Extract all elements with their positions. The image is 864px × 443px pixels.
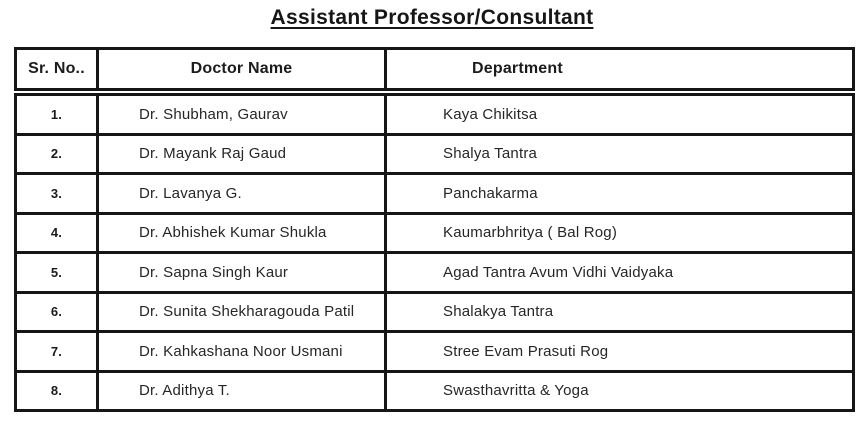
- sr-cell: 8.: [16, 371, 98, 411]
- doctor-name-cell: Dr. Adithya T.: [98, 371, 386, 411]
- doctor-name-cell: Dr. Kahkashana Noor Usmani: [98, 332, 386, 372]
- table-row: [16, 332, 854, 372]
- department-cell: Shalya Tantra: [386, 134, 854, 174]
- sr-cell: 7.: [16, 332, 98, 372]
- column-header-department: Department: [386, 49, 854, 93]
- table-row: [16, 134, 854, 174]
- department-cell: Stree Evam Prasuti Rog: [386, 332, 854, 372]
- doctor-name-cell: Dr. Abhishek Kumar Shukla: [98, 213, 386, 253]
- department-cell: Kaya Chikitsa: [386, 92, 854, 134]
- table-row: [16, 92, 854, 134]
- sr-cell: 5.: [16, 253, 98, 293]
- sr-cell: 1.: [16, 92, 98, 134]
- table-row: [16, 174, 854, 214]
- table-row: [16, 213, 854, 253]
- column-header-sr-no: Sr. No..: [16, 49, 98, 93]
- table-row: [16, 253, 854, 293]
- table-row: [16, 371, 854, 411]
- doctor-name-cell: Dr. Mayank Raj Gaud: [98, 134, 386, 174]
- department-cell: Kaumarbhritya ( Bal Rog): [386, 213, 854, 253]
- doctors-table: [14, 47, 855, 412]
- department-cell: Panchakarma: [386, 174, 854, 214]
- doctor-name-cell: Dr. Lavanya G.: [98, 174, 386, 214]
- column-header-doctor-name: Doctor Name: [98, 49, 386, 93]
- sr-cell: 2.: [16, 134, 98, 174]
- header-row: [16, 49, 854, 93]
- sr-cell: 3.: [16, 174, 98, 214]
- page-title: [0, 6, 864, 30]
- table-row: [16, 292, 854, 332]
- doctor-name-cell: Dr. Sapna Singh Kaur: [98, 253, 386, 293]
- doctor-name-cell: Dr. Shubham, Gaurav: [98, 92, 386, 134]
- department-cell: Agad Tantra Avum Vidhi Vaidyaka: [386, 253, 854, 293]
- sr-cell: 6.: [16, 292, 98, 332]
- department-cell: Shalakya Tantra: [386, 292, 854, 332]
- department-cell: Swasthavritta & Yoga: [386, 371, 854, 411]
- sr-cell: 4.: [16, 213, 98, 253]
- doctor-name-cell: Dr. Sunita Shekharagouda Patil: [98, 292, 386, 332]
- page-title-text: Assistant Professor/Consultant: [270, 6, 594, 29]
